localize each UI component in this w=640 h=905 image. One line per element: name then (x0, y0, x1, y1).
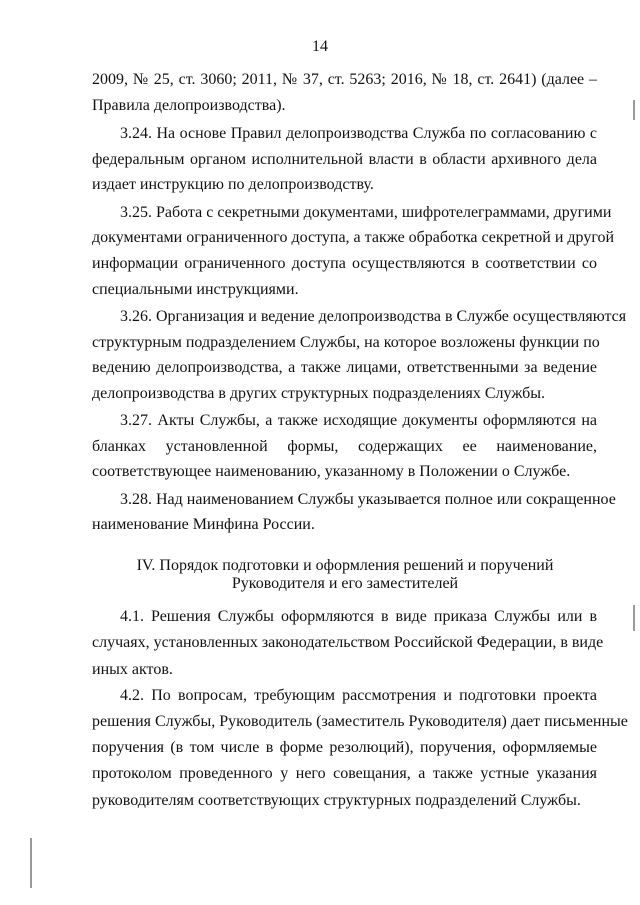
paragraph-line: случаях, установленных законодательством Российской Федерации, в виде (92, 634, 604, 651)
paragraph-line: 3.25. Работа с секретными документами, шифротелеграммами, другими (120, 204, 612, 221)
paragraph-line: 3.27. Акты Службы, а также исходящие документы оформляются на (120, 412, 597, 429)
paragraph-line: руководителям соответствующих структурных подразделений Службы. (92, 792, 581, 809)
paragraph-line: 2009, № 25, ст. 3060; 2011, № 37, ст. 5263; 2016, № 18, ст. 2641) (далее – (92, 71, 597, 88)
paragraph-line: бланках установленной формы, содержащих ее наименование, (92, 438, 597, 455)
paragraph-line: издает инструкцию по делопроизводству. (92, 176, 374, 193)
paragraph-line: Правила делопроизводства). (92, 97, 286, 114)
paragraph-line: соответствующее наименованию, указанному в Положении о Службе. (92, 463, 571, 480)
paragraph-line: специальными инструкциями. (92, 281, 299, 298)
scan-edge-mark (30, 838, 32, 888)
paragraph-line: решения Службы, Руководитель (заместитель Руководителя) дает письменные (92, 713, 628, 730)
paragraph-line: информации ограниченного доступа осуществляются в соответствии со (92, 255, 597, 272)
paragraph-line: 3.24. На основе Правил делопроизводства Служба по согласованию с (120, 125, 597, 142)
page-number: 14 (312, 38, 328, 55)
paragraph-line: ведению делопроизводства, а также лицами, ответственными за ведение (92, 359, 597, 376)
paragraph-line: поручения (в том числе в форме резолюций), поручения, оформляемые (92, 739, 597, 756)
paragraph-line: 3.28. Над наименованием Службы указывается полное или сокращенное (120, 491, 616, 508)
paragraph-line: протоколом проведенного у него совещания, а также устные указания (92, 765, 597, 782)
section-heading: IV. Порядок подготовки и оформления решений и поручений (136, 557, 554, 574)
paragraph-line: 3.26. Организация и ведение делопроизводства в Службе осуществляются (120, 308, 627, 325)
section-heading: Руководителя и его заместителей (231, 575, 459, 592)
paragraph-line: иных актов. (92, 661, 173, 678)
paragraph-line: федеральным органом исполнительной власти в области архивного дела (92, 151, 597, 168)
scan-edge-mark (633, 605, 635, 631)
scan-edge-mark (633, 100, 635, 120)
paragraph-line: 4.2. По вопросам, требующим рассмотрения и подготовки проекта (120, 687, 597, 704)
paragraph-line: 4.1. Решения Службы оформляются в виде приказа Службы или в (120, 608, 597, 625)
paragraph-line: наименование Минфина России. (92, 516, 315, 533)
paragraph-line: документами ограниченного доступа, а также обработка секретной и другой (92, 229, 615, 246)
paragraph-line: делопроизводства в других структурных подразделениях Службы. (92, 385, 546, 402)
paragraph-line: структурным подразделением Службы, на которое возложены функции по (92, 334, 600, 351)
